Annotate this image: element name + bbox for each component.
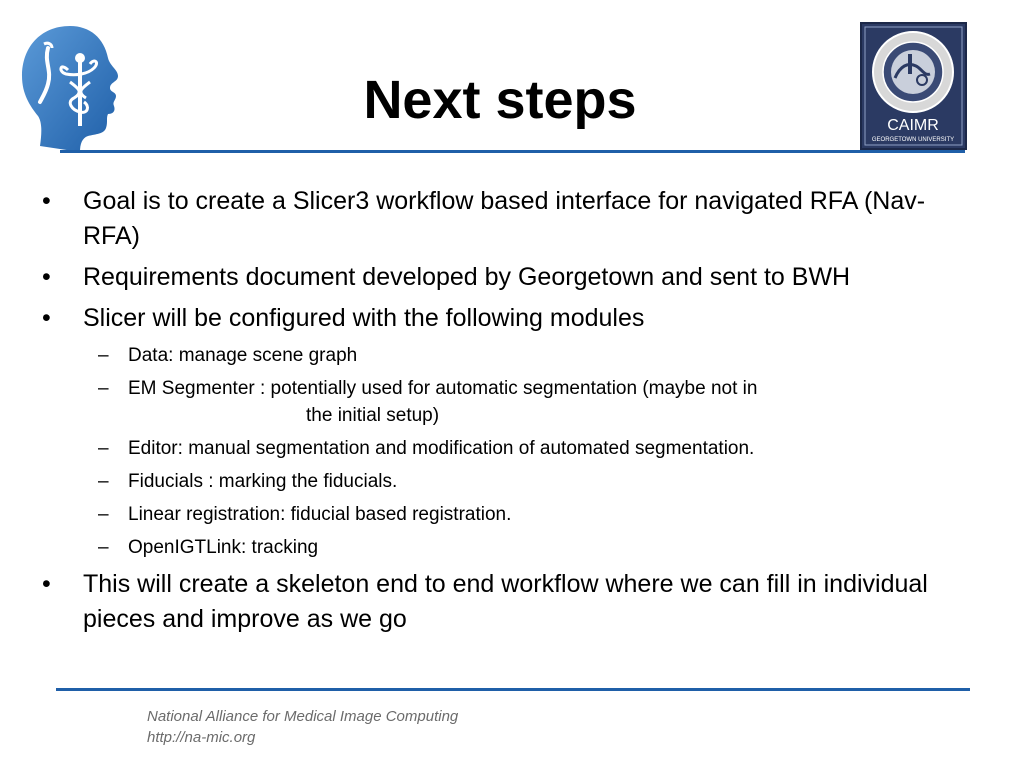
caimr-logo-icon [860, 22, 967, 150]
footer-divider [56, 688, 970, 691]
sub-bullet-text: Fiducials : marking the fiducials. [128, 471, 398, 492]
footer-org: National Alliance for Medical Image Computing [147, 708, 459, 725]
sub-bullet-marker: – [98, 438, 109, 459]
footer-url: http://na-mic.org [147, 729, 256, 746]
footer [147, 706, 458, 748]
bullet-marker: • [42, 187, 51, 215]
caimr-label: CAIMR [887, 117, 939, 134]
sub-bullet-item [40, 501, 940, 528]
bullet-marker: • [42, 304, 51, 332]
sub-bullet-text: Data: manage scene graph [128, 345, 358, 366]
bullet-marker: • [42, 570, 51, 598]
bullet-item [40, 567, 940, 637]
sub-bullet-text: OpenIGTLink: tracking [128, 537, 319, 558]
sub-bullet-item [40, 342, 940, 369]
bullet-item [40, 184, 940, 254]
bullet-item [40, 260, 940, 295]
sub-bullet-marker: – [98, 504, 109, 525]
title-divider [60, 150, 965, 153]
bullet-text: This will create a skeleton end to end workflow where we can fill in individual pieces and improve as we go [83, 570, 928, 633]
sub-bullet-item [40, 435, 940, 462]
sub-bullet-continuation: the initial setup) [306, 405, 440, 426]
sub-bullet-text: EM Segmenter : potentially used for automatic segmentation (maybe not in [128, 378, 758, 399]
sub-bullet-item [40, 534, 940, 561]
sub-bullet-marker: – [98, 537, 109, 558]
sub-bullet-text: Linear registration: fiducial based registration. [128, 504, 512, 525]
slide-content [40, 184, 940, 643]
slide-title: Next steps [363, 70, 637, 130]
sub-bullet-marker: – [98, 471, 109, 492]
sub-bullet-item [40, 468, 940, 495]
bullet-item [40, 301, 940, 336]
sub-bullet-item [40, 375, 940, 429]
sub-bullet-marker: – [98, 345, 109, 366]
slicer-head-icon [18, 22, 124, 156]
module-sublist [40, 342, 940, 561]
bullet-text: Goal is to create a Slicer3 workflow based interface for navigated RFA (Nav-RFA) [83, 187, 926, 250]
sub-bullet-text: Editor: manual segmentation and modification of automated segmentation. [128, 438, 755, 459]
bullet-text: Requirements document developed by Georgetown and sent to BWH [83, 263, 851, 291]
caimr-sublabel: GEORGETOWN UNIVERSITY [871, 137, 955, 143]
sub-bullet-marker: – [98, 378, 109, 399]
bullet-marker: • [42, 263, 51, 291]
bullet-text: Slicer will be configured with the following modules [83, 304, 645, 332]
